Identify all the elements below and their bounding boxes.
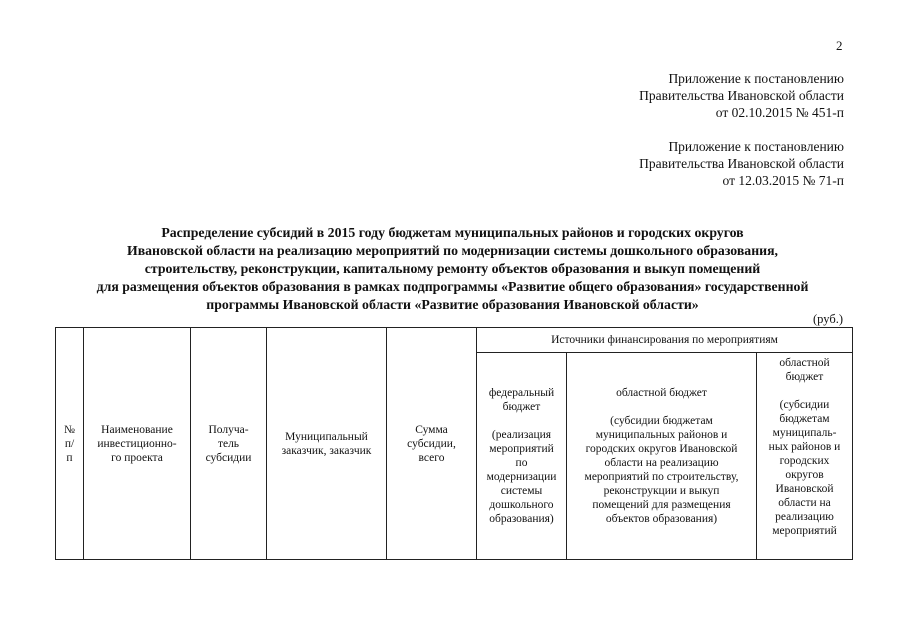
- appendix-line: Приложение к постановлению: [668, 139, 844, 154]
- header-recipient: Получа- тель субсидии: [191, 328, 267, 560]
- title-line: программы Ивановской области «Развитие образования Ивановской области»: [206, 297, 699, 312]
- header-customer: Муниципальный заказчик, заказчик: [267, 328, 387, 560]
- appendix-block-2: [639, 138, 844, 189]
- appendix-line: от 12.03.2015 № 71-п: [722, 173, 844, 188]
- title-line: для размещения объектов образования в рамках подпрограммы «Развитие общего образования» государственной: [96, 279, 809, 294]
- header-regional-budget-construction: областной бюджет (субсидии бюджетам муниципальных районов и городских округов Ивановской области на реализацию мероприятий по строительству, реконструкции и выкуп помещений для размещения объектов образования): [567, 353, 757, 560]
- page-number: 2: [836, 38, 843, 53]
- document-title: [0, 224, 905, 314]
- title-line: Распределение субсидий в 2015 году бюджетам муниципальных районов и городских округов: [161, 225, 744, 240]
- header-total: Сумма субсидии, всего: [387, 328, 477, 560]
- appendix-line: Правительства Ивановской области: [639, 88, 844, 103]
- header-regional-budget-measures: областной бюджет (субсидии бюджетам муниципаль- ных районов и городских округов Ивановской области на реализацию мероприятий: [757, 353, 853, 560]
- header-funding-sources: Источники финансирования по мероприятиям: [477, 328, 853, 353]
- appendix-line: Приложение к постановлению: [668, 71, 844, 86]
- unit-label: (руб.): [813, 312, 843, 326]
- title-line: строительству, реконструкции, капитальному ремонту объектов образования и выкуп помещений: [144, 261, 761, 276]
- appendix-block-1: [639, 70, 844, 121]
- title-line: Ивановской области на реализацию мероприятий по модернизации системы дошкольного образования,: [126, 243, 779, 258]
- header-project-name: Наименование инвестиционно- го проекта: [84, 328, 191, 560]
- appendix-line: Правительства Ивановской области: [639, 156, 844, 171]
- header-number: № п/ п: [56, 328, 84, 560]
- appendix-line: от 02.10.2015 № 451-п: [715, 105, 844, 120]
- header-federal-budget: федеральный бюджет (реализация мероприятий по модернизации системы дошкольного образования): [477, 353, 567, 560]
- subsidy-table: [55, 327, 853, 560]
